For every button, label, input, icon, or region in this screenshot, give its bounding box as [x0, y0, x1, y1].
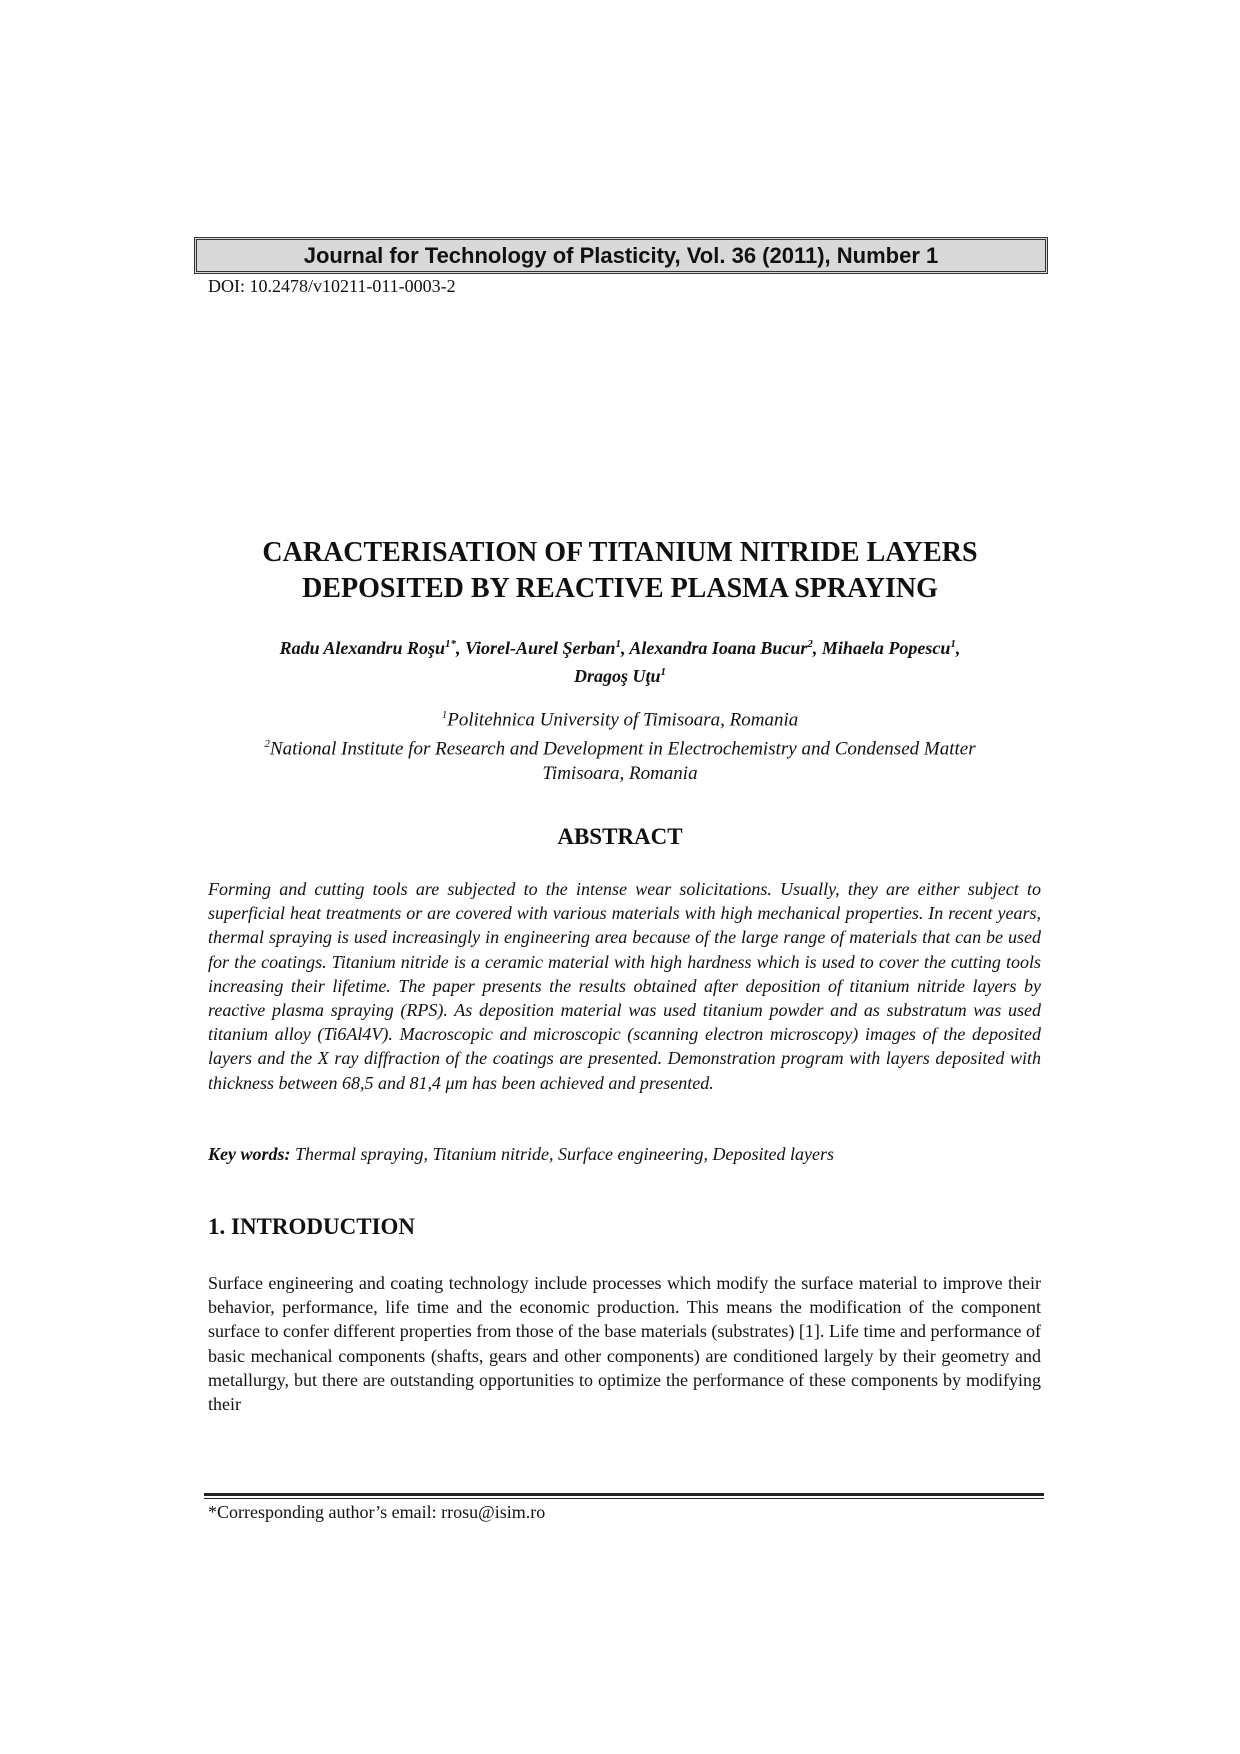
- journal-header-box: [194, 237, 1048, 274]
- author: Alexandra Ioana Bucur: [629, 638, 808, 658]
- abstract-heading: ABSTRACT: [557, 824, 683, 849]
- keywords: [208, 1142, 1041, 1166]
- author-separator: ,: [455, 638, 465, 658]
- affiliation-mark: 1: [441, 709, 448, 721]
- footnote-corresponding-author: *Corresponding author’s email: rrosu@isim.ro: [208, 1502, 546, 1522]
- affiliation-2-line-1: National Institute for Research and Development in Electrochemistry and Condensed Matter: [269, 738, 976, 760]
- affiliations: [140, 703, 1100, 786]
- paper-title-line-2: DEPOSITED BY REACTIVE PLASMA SPRAYING: [302, 573, 938, 604]
- author: Dragoş Uţu: [573, 666, 661, 686]
- author-affiliation-mark: 1: [660, 666, 667, 678]
- author-separator: ,: [621, 638, 630, 658]
- author-affiliation-mark: 1*: [444, 638, 456, 650]
- author: Mihaela Popescu: [821, 638, 951, 658]
- author-separator: ,: [812, 638, 822, 658]
- footnote-divider-thin: [204, 1498, 1044, 1499]
- keywords-value: Thermal spraying, Titanium nitride, Surface engineering, Deposited layers: [295, 1144, 834, 1164]
- paper-title-line-1: CARACTERISATION OF TITANIUM NITRIDE LAYERS: [262, 537, 978, 568]
- author-affiliation-mark: 2: [807, 638, 813, 650]
- author-separator: ,: [955, 638, 961, 658]
- affiliation-mark: 2: [264, 738, 270, 751]
- paper-title: [120, 535, 1120, 607]
- author: Viorel-Aurel Şerban: [464, 638, 616, 658]
- doi: DOI: 10.2478/v10211-011-0003-2: [208, 276, 456, 296]
- journal-title: Journal for Technology of Plasticity, Vol. 36 (2011), Number 1: [303, 242, 939, 268]
- author-affiliation-mark: 1: [950, 638, 956, 650]
- affiliation-2-line-2: Timisoara, Romania: [542, 762, 698, 784]
- section-heading-introduction: 1. INTRODUCTION: [208, 1214, 416, 1239]
- affiliation-1: Politehnica University of Timisoara, Romania: [447, 709, 799, 731]
- author-list: [140, 632, 1100, 688]
- author: Radu Alexandru Roşu: [279, 638, 445, 658]
- abstract-text: Forming and cutting tools are subjected to the intense wear solicitations. Usually, they are either subject to superficial heat treatments or are covered with various materials with high mechanical properties. In recent years, thermal spraying is used increasingly in engineering area because of the large range of materials that can be used for the coatings. Titanium nitride is a ceramic material with high hardness which is used to cover the cutting tools increasing their lifetime. The paper presents the results obtained after deposition of titanium nitride layers by reactive plasma spraying (RPS). As deposition material was used titanium powder and as substratum was used titanium alloy (Ti6Al4V). Macroscopic and microscopic (scanning electron microscopy) images of the deposited layers and the X ray diffraction of the coatings are presented. Demonstration program with layers deposited with thickness between 68,5 and 81,4 μm has been achieved and presented.: [208, 879, 1041, 1093]
- footnote-divider: [204, 1493, 1044, 1496]
- author-affiliation-mark: 1: [615, 638, 622, 650]
- introduction-text: Surface engineering and coating technology include processes which modify the surface material to improve their behavior, performance, life time and the economic production. This means the modification of the component surface to confer different properties from those of the base materials (substrates) [1]. Life time and performance of basic mechanical components (shafts, gears and other components) are conditioned largely by their geometry and metallurgy, but there are outstanding opportunities to optimize the performance of these components by modifying their: [208, 1273, 1041, 1415]
- keywords-label: Key words:: [208, 1144, 291, 1164]
